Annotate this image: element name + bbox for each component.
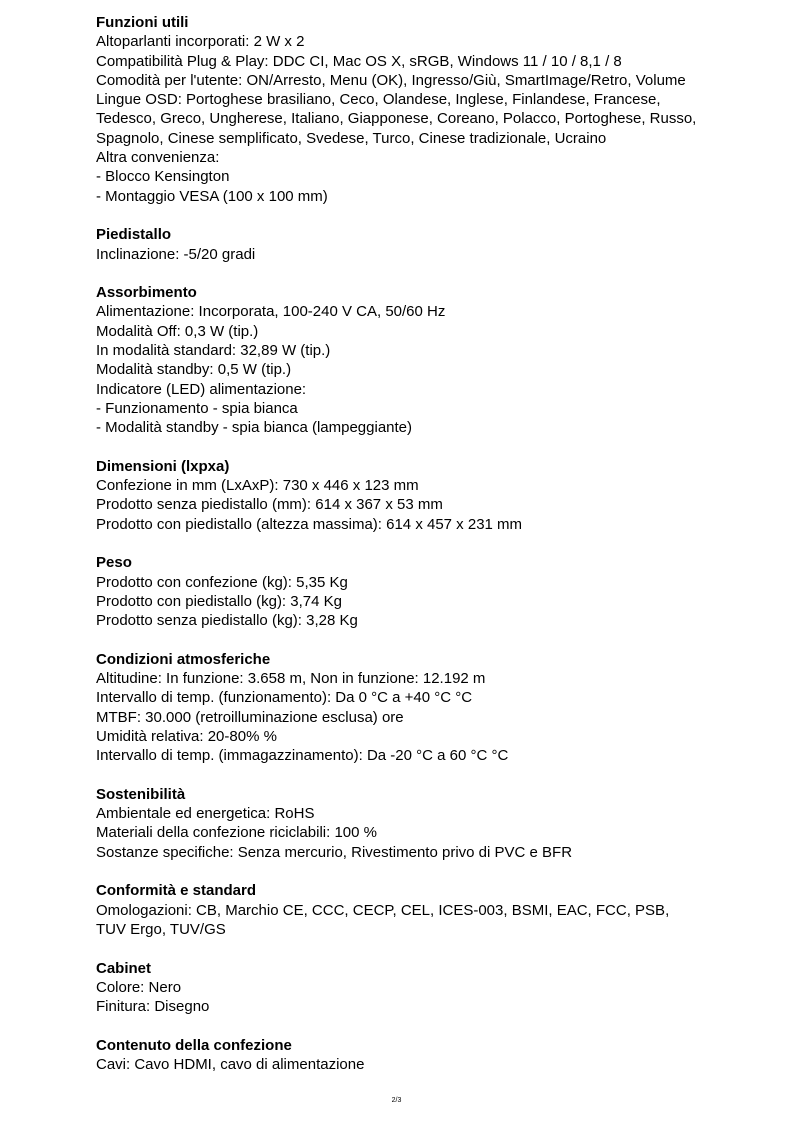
spec-line: Finitura: Disegno (96, 998, 210, 1016)
spec-line: Modalità standby: 0,5 W (tip.) (96, 361, 292, 379)
spec-line: - Funzionamento - spia bianca (96, 399, 298, 417)
spec-line: Indicatore (LED) alimentazione: (96, 380, 307, 398)
section-heading: Conformità e standard (96, 882, 257, 900)
spec-line: Lingue OSD: Portoghese brasiliano, Ceco, Olandese, Inglese, Finlandese, Francese, (96, 91, 661, 109)
spec-line: - Blocco Kensington (96, 168, 230, 186)
spec-line: Umidità relativa: 20-80% % (96, 727, 277, 745)
spec-line: Altitudine: In funzione: 3.658 m, Non in funzione: 12.192 m (96, 670, 486, 688)
spec-line: Sostanze specifiche: Senza mercurio, Rivestimento privo di PVC e BFR (96, 843, 573, 861)
spec-line: Compatibilità Plug & Play: DDC CI, Mac OS X, sRGB, Windows 11 / 10 / 8,1 / 8 (96, 52, 622, 70)
spec-section (96, 13, 756, 206)
spec-section (96, 1036, 756, 1075)
section-heading: Assorbimento (96, 284, 197, 302)
spec-line: - Montaggio VESA (100 x 100 mm) (96, 187, 328, 205)
spec-line: Cavi: Cavo HDMI, cavo di alimentazione (96, 1056, 365, 1074)
spec-line: Altoparlanti incorporati: 2 W x 2 (96, 33, 305, 51)
spec-line: - Modalità standby - spia bianca (lampeggiante) (96, 419, 413, 437)
spec-line: TUV Ergo, TUV/GS (96, 920, 226, 938)
section-heading: Condizioni atmosferiche (96, 650, 271, 668)
section-heading: Sostenibilità (96, 785, 186, 803)
spec-section (96, 457, 756, 534)
spec-section (96, 553, 756, 630)
spec-line: Colore: Nero (96, 978, 182, 996)
spec-line: Intervallo di temp. (funzionamento): Da 0 °C a +40 °C °C (96, 689, 473, 707)
spec-line: Materiali della confezione riciclabili: 100 % (96, 824, 377, 842)
spec-line: Confezione in mm (LxAxP): 730 x 446 x 123 mm (96, 477, 419, 495)
spec-line: Comodità per l'utente: ON/Arresto, Menu (OK), Ingresso/Giù, SmartImage/Retro, Volume (96, 71, 686, 89)
spec-line: Prodotto senza piedistallo (mm): 614 x 367 x 53 mm (96, 496, 443, 514)
spec-document (96, 13, 756, 1094)
section-heading: Cabinet (96, 959, 152, 977)
spec-line: Omologazioni: CB, Marchio CE, CCC, CECP, CEL, ICES-003, BSMI, EAC, FCC, PSB, (96, 901, 670, 919)
spec-line: Prodotto con piedistallo (altezza massima): 614 x 457 x 231 mm (96, 515, 523, 533)
spec-line: MTBF: 30.000 (retroilluminazione esclusa) ore (96, 708, 404, 726)
spec-line: Alimentazione: Incorporata, 100-240 V CA, 50/60 Hz (96, 303, 446, 321)
spec-section (96, 959, 756, 1017)
spec-section (96, 225, 756, 264)
spec-line: In modalità standard: 32,89 W (tip.) (96, 342, 331, 360)
spec-section (96, 785, 756, 862)
spec-line: Intervallo di temp. (immagazzinamento): Da -20 °C a 60 °C °C (96, 747, 509, 765)
section-heading: Contenuto della confezione (96, 1036, 292, 1054)
spec-section (96, 283, 756, 437)
section-heading: Peso (96, 554, 132, 572)
spec-line: Modalità Off: 0,3 W (tip.) (96, 322, 259, 340)
section-heading: Dimensioni (lxpxa) (96, 457, 230, 475)
section-heading: Piedistallo (96, 226, 172, 244)
section-heading: Funzioni utili (96, 14, 189, 31)
page-number: 2/3 (391, 1097, 402, 1104)
spec-line: Spagnolo, Cinese semplificato, Svedese, Turco, Cinese tradizionale, Ucraino (96, 129, 607, 147)
spec-line: Inclinazione: -5/20 gradi (96, 245, 256, 263)
spec-line: Tedesco, Greco, Ungherese, Italiano, Giapponese, Coreano, Polacco, Portoghese, Russo, (96, 110, 697, 128)
spec-section (96, 650, 756, 766)
spec-line: Prodotto con piedistallo (kg): 3,74 Kg (96, 592, 342, 610)
spec-line: Ambientale ed energetica: RoHS (96, 805, 315, 823)
spec-line: Prodotto con confezione (kg): 5,35 Kg (96, 573, 348, 591)
spec-line: Prodotto senza piedistallo (kg): 3,28 Kg (96, 612, 358, 630)
spec-section (96, 881, 756, 939)
spec-line: Altra convenienza: (96, 149, 220, 167)
